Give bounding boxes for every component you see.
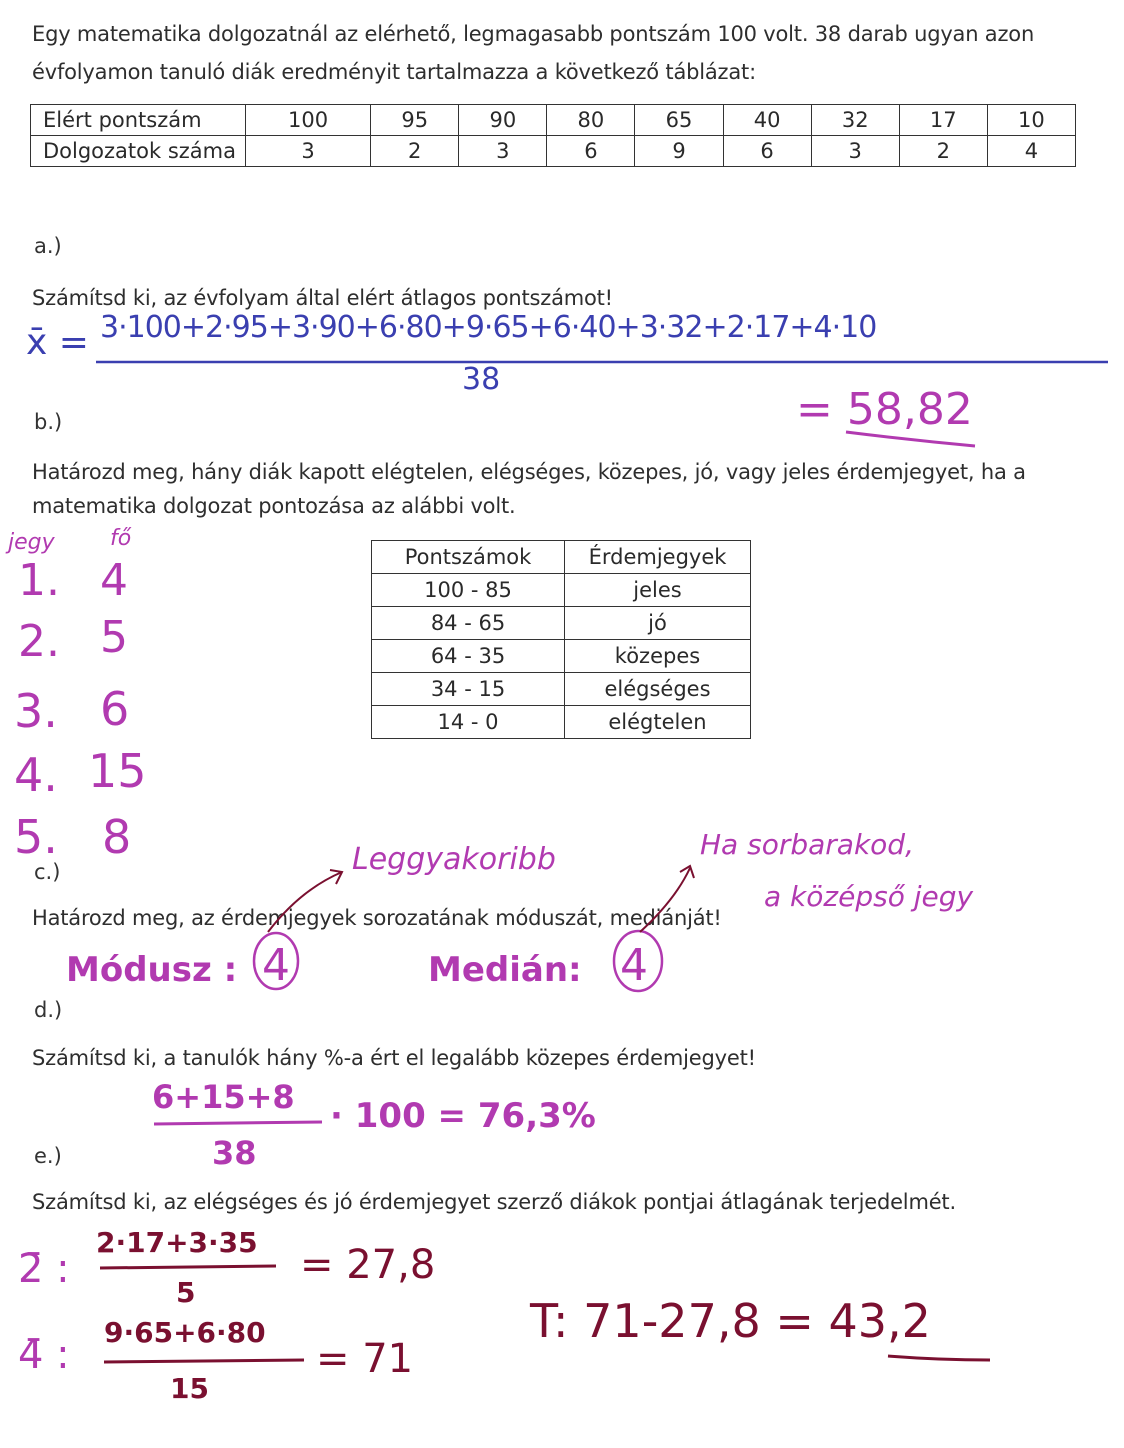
hw-a-xbar: x̄ =	[26, 322, 89, 363]
hw-e-lhs-2: 4̄ :	[18, 1332, 70, 1378]
score-cell: 17	[899, 105, 987, 136]
arrowhead-median	[680, 866, 694, 878]
score-cell: 10	[987, 105, 1075, 136]
part-e-question: Számítsd ki, az elégséges és jó érdemjegyet szerző diákok pontjai átlagának terjedelmét.	[32, 1190, 956, 1214]
score-cell: 80	[547, 105, 635, 136]
hw-c-note-median-1: Ha sorbarakod,	[700, 828, 914, 861]
hw-c-median-value: 4	[620, 940, 648, 991]
hw-e-lhs-1: 2̄ :	[18, 1246, 70, 1292]
part-c-label: c.)	[34, 860, 61, 884]
underline-e-result	[888, 1356, 990, 1360]
part-c-question: Határozd meg, az érdemjegyek sorozatának móduszát, mediánját!	[32, 906, 722, 930]
hw-e-num-2: 9·65+6·80	[104, 1316, 266, 1349]
part-b-question-2: matematika dolgozat pontozása az alábbi volt.	[32, 494, 516, 518]
hw-b-grade: 3.	[14, 684, 58, 738]
intro-line-2: évfolyamon tanuló diák eredményit tartalmazza a következő táblázat:	[32, 60, 756, 84]
count-cell: 6	[547, 136, 635, 167]
grade-table-row	[372, 640, 751, 673]
grade-range-cell: 34 - 15	[372, 673, 565, 706]
count-cell: 6	[723, 136, 811, 167]
part-d-label: d.)	[34, 998, 63, 1022]
grade-range-cell: 84 - 65	[372, 607, 565, 640]
hw-c-note-median-2: a középső jegy	[764, 880, 974, 913]
grade-range-cell: 100 - 85	[372, 574, 565, 607]
hw-e-num-1: 2·17+3·35	[96, 1226, 258, 1259]
hw-b-count: 8	[102, 810, 132, 864]
counts-row	[31, 136, 1076, 167]
arrowhead-modus	[330, 870, 342, 884]
hw-e-res-2: = 71	[316, 1336, 414, 1382]
part-a-label: a.)	[34, 234, 62, 258]
part-b-question-1: Határozd meg, hány diák kapott elégtelen, elégséges, közepes, jó, vagy jeles érdemjegyet, ha a	[32, 460, 1026, 484]
score-cell: 65	[635, 105, 723, 136]
score-cell: 40	[723, 105, 811, 136]
grade-name-cell: jeles	[565, 574, 751, 607]
part-b-label: b.)	[34, 410, 63, 434]
hw-c-note-mode: Leggyakoribb	[352, 842, 556, 877]
grade-table-row	[372, 574, 751, 607]
count-cell: 9	[635, 136, 723, 167]
hw-a-result: = 58,82	[796, 384, 973, 435]
count-cell: 2	[371, 136, 459, 167]
count-cell: 3	[811, 136, 899, 167]
grade-table-header-row	[372, 541, 751, 574]
fraction-bar-e2	[104, 1360, 304, 1362]
grade-name-cell: jó	[565, 607, 751, 640]
hw-d-denominator: 38	[212, 1134, 257, 1172]
hw-d-rest: · 100 = 76,3%	[330, 1096, 596, 1136]
hw-b-count: 15	[88, 744, 147, 798]
grade-name-cell: elégséges	[565, 673, 751, 706]
hw-b-grade: 1.	[18, 555, 60, 606]
hw-b-col-count: fő	[110, 526, 132, 551]
hw-d-numerator: 6+15+8	[152, 1078, 295, 1116]
hw-b-grade: 4.	[14, 748, 58, 802]
count-cell: 3	[246, 136, 371, 167]
scores-row-header: Elért pontszám	[31, 105, 246, 136]
hw-b-count: 6	[100, 682, 130, 736]
score-cell: 95	[371, 105, 459, 136]
scores-row	[31, 105, 1076, 136]
hw-e-res-1: = 27,8	[300, 1242, 436, 1288]
grade-name-cell: közepes	[565, 640, 751, 673]
score-cell: 100	[246, 105, 371, 136]
part-d-question: Számítsd ki, a tanulók hány %-a ért el legalább közepes érdemjegyet!	[32, 1046, 756, 1070]
hw-c-modus-label: Módusz :	[66, 950, 238, 990]
grade-range-cell: 14 - 0	[372, 706, 565, 739]
grade-table-row	[372, 673, 751, 706]
hw-b-grade: 5.	[14, 810, 58, 864]
count-cell: 4	[987, 136, 1075, 167]
hw-c-modus-value: 4	[262, 940, 290, 991]
score-cell: 32	[811, 105, 899, 136]
grade-range-cell: 64 - 35	[372, 640, 565, 673]
grade-name-cell: elégtelen	[565, 706, 751, 739]
scores-table	[30, 104, 1076, 167]
grade-table-header: Pontszámok	[372, 541, 565, 574]
hw-a-denominator: 38	[462, 362, 501, 397]
score-cell: 90	[459, 105, 547, 136]
hw-b-count: 5	[100, 612, 128, 663]
intro-line-1: Egy matematika dolgozatnál az elérhető, legmagasabb pontszám 100 volt. 38 darab ugyan azon	[32, 22, 1035, 46]
hw-e-range: T: 71-27,8 = 43,2	[530, 1294, 931, 1348]
grade-table-row	[372, 706, 751, 739]
hw-b-grade: 2.	[18, 616, 60, 667]
grade-table	[371, 540, 751, 739]
fraction-bar-d	[154, 1122, 322, 1124]
counts-row-header: Dolgozatok száma	[31, 136, 246, 167]
hw-b-count: 4	[100, 555, 128, 606]
part-a-question: Számítsd ki, az évfolyam által elért átlagos pontszámot!	[32, 286, 613, 310]
hw-a-numerator: 3·100+2·95+3·90+6·80+9·65+6·40+3·32+2·17+4·10	[100, 310, 877, 345]
grade-table-header: Érdemjegyek	[565, 541, 751, 574]
hw-c-median-label: Medián:	[428, 950, 582, 990]
grade-table-row	[372, 607, 751, 640]
hw-e-den-2: 15	[170, 1372, 209, 1405]
part-e-label: e.)	[34, 1144, 62, 1168]
hw-b-col-grade: jegy	[8, 530, 55, 555]
fraction-bar-e1	[100, 1266, 276, 1268]
count-cell: 2	[899, 136, 987, 167]
count-cell: 3	[459, 136, 547, 167]
hw-e-den-1: 5	[176, 1276, 196, 1309]
